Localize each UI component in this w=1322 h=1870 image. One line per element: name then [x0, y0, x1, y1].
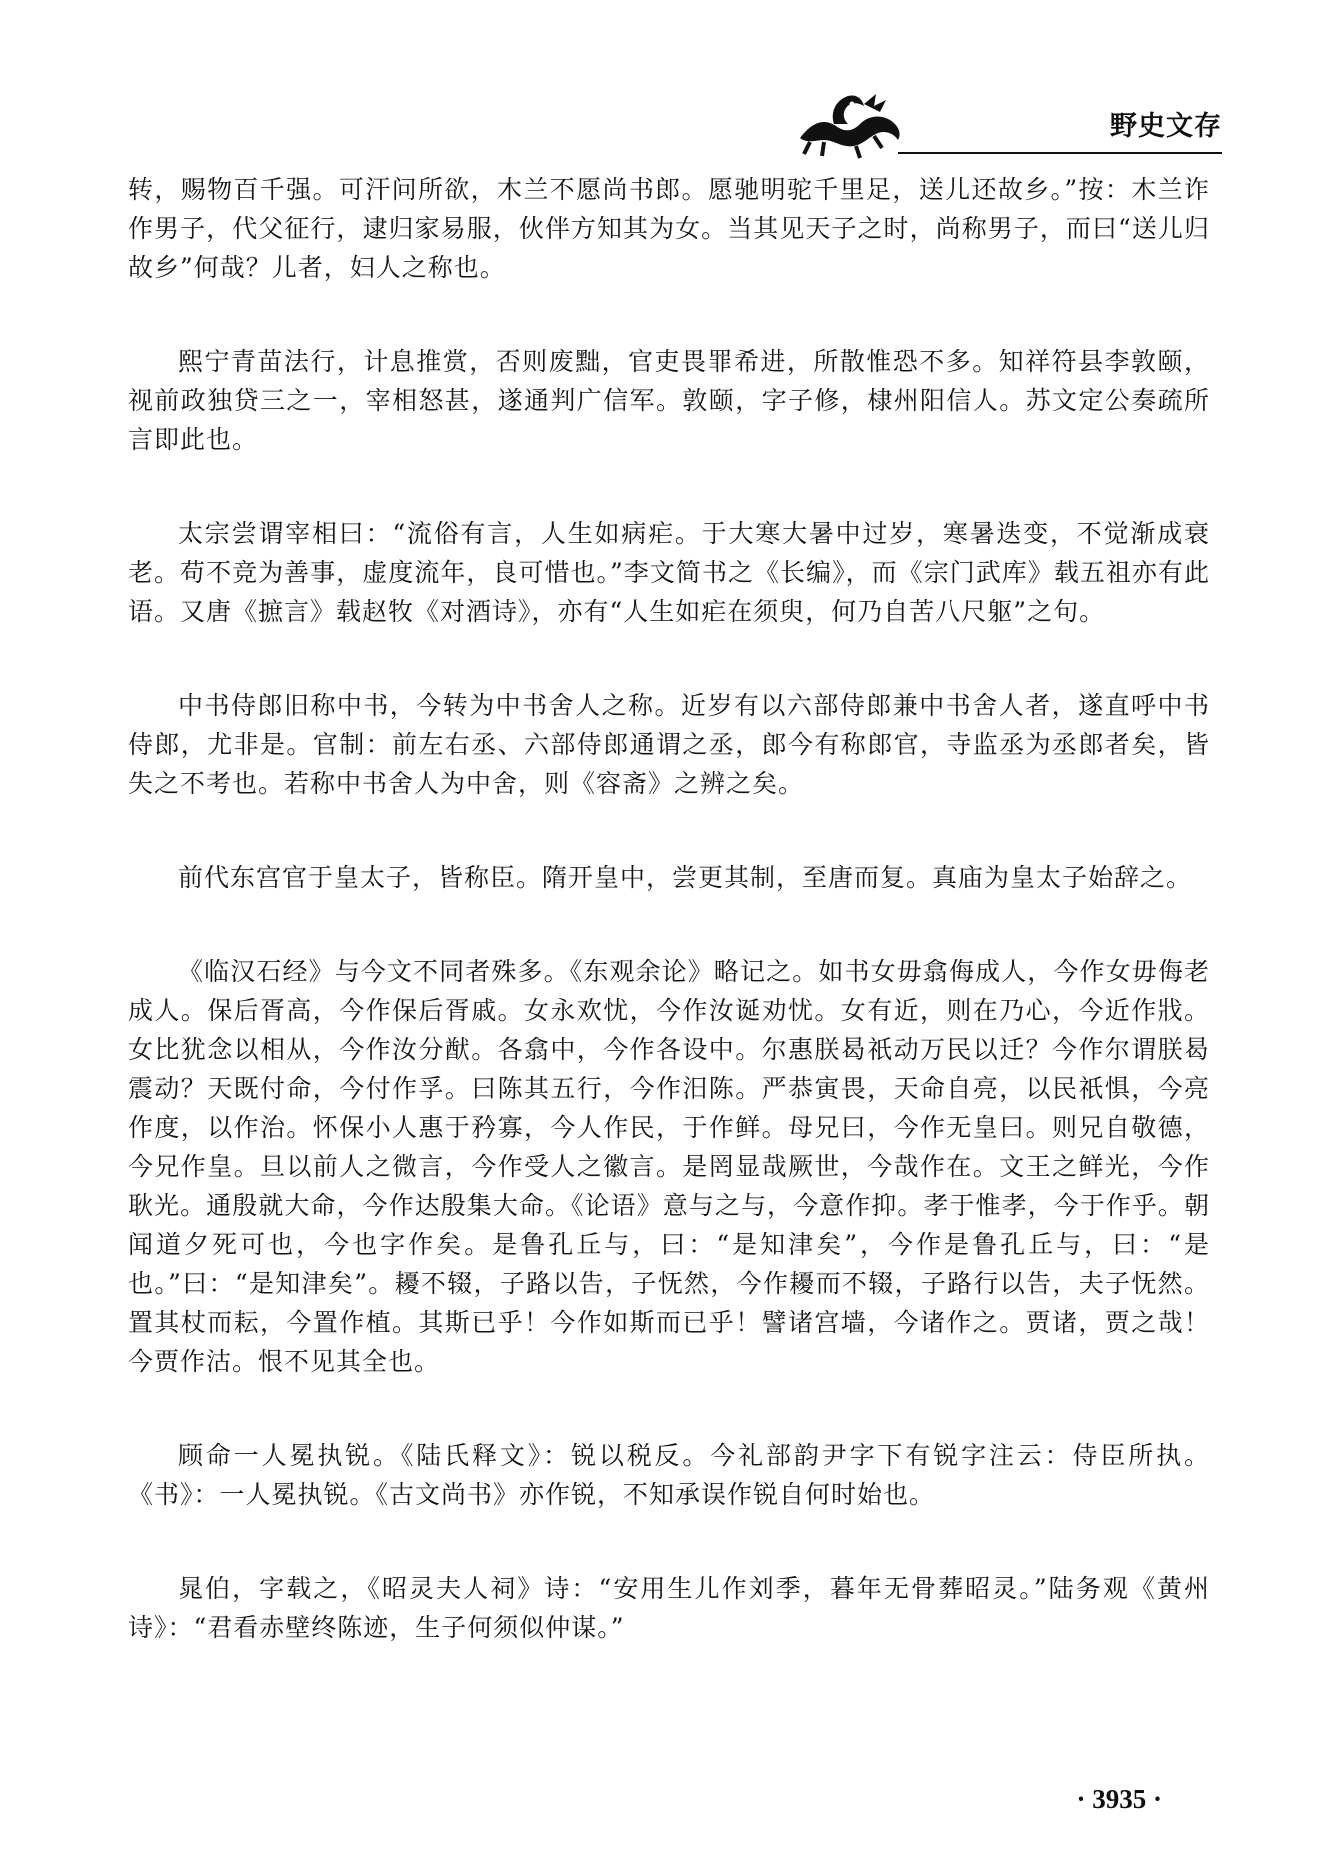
paragraph-4: 中书侍郎旧称中书，今转为中书舍人之称。近岁有以六部侍郎兼中书舍人者，遂直呼中书侍郎，尤非是。官制：前左右丞、六部侍郎通谓之丞，郎今有称郎官，寺监丞为丞郎者矣，皆失之不考也。若称中书舍人为中舍，则《容斋》之辨之矣。: [128, 691, 1210, 798]
paragraph-2: 熙宁青苗法行，计息推赏，否则废黜，官吏畏罪希进，所散惟恐不多。知祥符县李敦颐，视前政独贷三之一，宰相怒甚，遂通判广信军。敦颐，字子修，棣州阳信人。苏文定公奏疏所言即此也。: [128, 347, 1210, 454]
header-title: 野史文存: [1110, 111, 1222, 142]
running-header: [790, 78, 1222, 162]
body-text: [128, 170, 1210, 1702]
page-number: · 3935 ·: [1076, 1784, 1162, 1814]
paragraph-5: 前代东宫官于皇太子，皆称臣。隋开皇中，尝更其制，至唐而复。真庙为皇太子始辞之。: [178, 863, 1193, 892]
paragraph-1: 转，赐物百千强。可汗问所欲，木兰不愿尚书郎。愿驰明驼千里足，送儿还故乡。”按：木兰诈作男子，代父征行，逮归家易服，伙伴方知其为女。当其见天子之时，尚称男子，而曰“送儿归故乡”何哉？儿者，妇人之称也。: [128, 175, 1210, 282]
paragraph-8: 晁伯，字载之，《昭灵夫人祠》诗：“安用生儿作刘季，暮年无骨葬昭灵。”陆务观《黄州诗》：“君看赤壁终陈迹，生子何须似仲谋。”: [128, 1574, 1210, 1642]
paragraph-3: 太宗尝谓宰相曰：“流俗有言，人生如病疟。于大寒大暑中过岁，寒暑迭变，不觉渐成衰老。苟不竞为善事，虚度流年，良可惜也。”李文简书之《长编》，而《宗门武库》载五祖亦有此语。又唐《摭言》载赵牧《对酒诗》，亦有“人生如疟在须臾，何乃自苦八尺躯”之句。: [128, 519, 1210, 626]
header-rule: [898, 152, 1222, 154]
paragraph-6: 《临汉石经》与今文不同者殊多。《东观余论》略记之。如书女毋翕侮成人，今作女毋侮老成人。保后胥高，今作保后胥戚。女永欢忧，今作汝诞劝忧。女有近，则在乃心，今近作戕。女比犹念以相从，今作汝分猷。各翕中，今作各设中。尔惠朕曷祇动万民以迁？今作尔谓朕曷震动？天既付命，今付作孚。曰陈其五行，今作汨陈。严恭寅畏，天命自亮，以民祇惧，今亮作度，以作治。怀保小人惠于矜寡，今人作民，于作鲜。母兄曰，今作无皇曰。则兄自敬德，今兄作皇。旦以前人之微言，今作受人之徽言。是罔显哉厥世，今哉作在。文王之鲜光，今作耿光。通殷就大命，今作达殷集大命。《论语》意与之与，今意作抑。孝于惟孝，今于作乎。朝闻道夕死可也，今也字作矣。是鲁孔丘与，曰：“是知津矣”，今作是鲁孔丘与，曰：“是也。”曰：“是知津矣”。耰不辍，子路以告，子怃然，今作耰而不辍，子路行以告，夫子怃然。置其杖而耘，今置作植。其斯已乎！今作如斯而已乎！譬诸宫墙，今诸作之。贾诸，贾之哉！今贾作沽。恨不见其全也。: [128, 957, 1210, 1376]
dragon-emblem-icon: [790, 78, 910, 162]
paragraph-7: 顾命一人冕执锐。《陆氏释文》：锐以税反。今礼部韵尹字下有锐字注云：侍臣所执。《书》：一人冕执锐。《古文尚书》亦作锐，不知承误作锐自何时始也。: [128, 1441, 1210, 1509]
